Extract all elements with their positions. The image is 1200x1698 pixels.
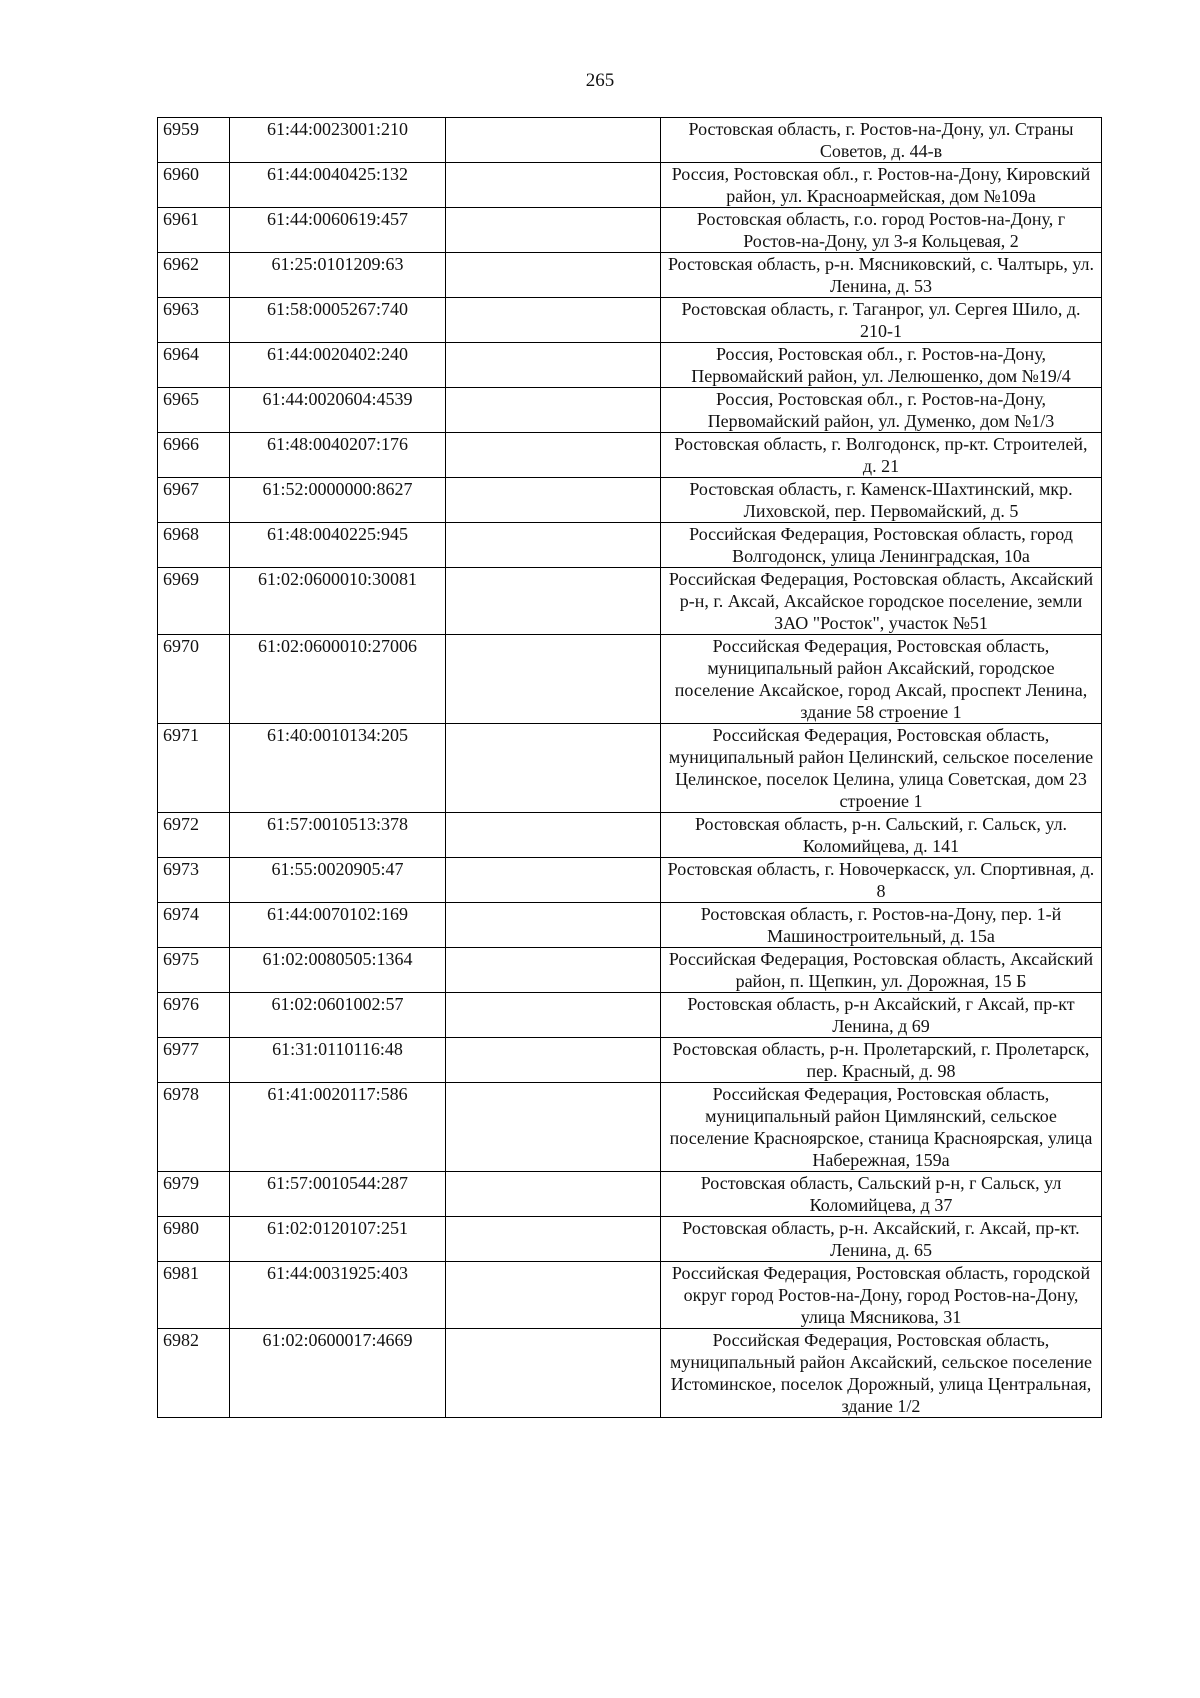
empty-cell (446, 903, 661, 948)
address-cell: Российская Федерация, Ростовская область, Аксайский район, п. Щепкин, ул. Дорожная, 15 Б (661, 948, 1102, 993)
empty-cell (446, 1172, 661, 1217)
table-row (158, 388, 1102, 433)
empty-cell (446, 1038, 661, 1083)
table-row (158, 568, 1102, 635)
row-number-cell: 6972 (158, 813, 230, 858)
cadastral-number-cell: 61:02:0600010:30081 (230, 568, 446, 635)
address-cell: Россия, Ростовская обл., г. Ростов-на-Дону, Первомайский район, ул. Лелюшенко, дом №19/4 (661, 343, 1102, 388)
row-number-cell: 6968 (158, 523, 230, 568)
cadastral-number-cell: 61:02:0601002:57 (230, 993, 446, 1038)
cadastral-number-cell: 61:57:0010544:287 (230, 1172, 446, 1217)
row-number-cell: 6979 (158, 1172, 230, 1217)
empty-cell (446, 1217, 661, 1262)
cadastral-number-cell: 61:44:0060619:457 (230, 208, 446, 253)
empty-cell (446, 388, 661, 433)
cadastral-number-cell: 61:31:0110116:48 (230, 1038, 446, 1083)
address-cell: Российская Федерация, Ростовская область, муниципальный район Аксайский, городское поселение Аксайское, город Аксай, проспект Ленина, здание 58 строение 1 (661, 635, 1102, 724)
empty-cell (446, 118, 661, 163)
table-row (158, 118, 1102, 163)
empty-cell (446, 478, 661, 523)
table-row (158, 478, 1102, 523)
address-cell: Ростовская область, р-н. Сальский, г. Сальск, ул. Коломийцева, д. 141 (661, 813, 1102, 858)
empty-cell (446, 568, 661, 635)
cadastral-number-cell: 61:02:0600010:27006 (230, 635, 446, 724)
row-number-cell: 6959 (158, 118, 230, 163)
cadastral-number-cell: 61:48:0040207:176 (230, 433, 446, 478)
empty-cell (446, 813, 661, 858)
address-cell: Ростовская область, Сальский р-н, г Сальск, ул Коломийцева, д 37 (661, 1172, 1102, 1217)
address-cell: Ростовская область, г. Таганрог, ул. Сергея Шило, д. 210-1 (661, 298, 1102, 343)
cadastral-number-cell: 61:44:0031925:403 (230, 1262, 446, 1329)
address-cell: Российская Федерация, Ростовская область, муниципальный район Целинский, сельское поселение Целинское, поселок Целина, улица Советская, дом 23 строение 1 (661, 724, 1102, 813)
row-number-cell: 6971 (158, 724, 230, 813)
row-number-cell: 6970 (158, 635, 230, 724)
row-number-cell: 6967 (158, 478, 230, 523)
address-cell: Ростовская область, р-н. Мясниковский, с. Чалтырь, ул. Ленина, д. 53 (661, 253, 1102, 298)
table-row (158, 208, 1102, 253)
empty-cell (446, 208, 661, 253)
empty-cell (446, 163, 661, 208)
table-row (158, 948, 1102, 993)
cadastral-number-cell: 61:58:0005267:740 (230, 298, 446, 343)
cadastral-number-cell: 61:02:0600017:4669 (230, 1329, 446, 1418)
row-number-cell: 6982 (158, 1329, 230, 1418)
table-row (158, 1172, 1102, 1217)
table-row (158, 343, 1102, 388)
table-row (158, 903, 1102, 948)
row-number-cell: 6974 (158, 903, 230, 948)
empty-cell (446, 993, 661, 1038)
row-number-cell: 6963 (158, 298, 230, 343)
table-row (158, 724, 1102, 813)
table-row (158, 993, 1102, 1038)
cadastral-number-cell: 61:41:0020117:586 (230, 1083, 446, 1172)
empty-cell (446, 1083, 661, 1172)
row-number-cell: 6969 (158, 568, 230, 635)
address-cell: Российская Федерация, Ростовская область, Аксайский р-н, г. Аксай, Аксайское городское поселение, земли ЗАО "Росток", участок №51 (661, 568, 1102, 635)
table-row (158, 253, 1102, 298)
address-cell: Ростовская область, г. Каменск-Шахтинский, мкр. Лиховской, пер. Первомайский, д. 5 (661, 478, 1102, 523)
address-cell: Ростовская область, г. Новочеркасск, ул. Спортивная, д. 8 (661, 858, 1102, 903)
table-row (158, 1083, 1102, 1172)
row-number-cell: 6975 (158, 948, 230, 993)
address-cell: Ростовская область, г.о. город Ростов-на-Дону, г Ростов-на-Дону, ул 3-я Кольцевая, 2 (661, 208, 1102, 253)
address-cell: Ростовская область, г. Ростов-на-Дону, ул. Страны Советов, д. 44-в (661, 118, 1102, 163)
row-number-cell: 6964 (158, 343, 230, 388)
row-number-cell: 6962 (158, 253, 230, 298)
cadastral-number-cell: 61:44:0020604:4539 (230, 388, 446, 433)
row-number-cell: 6966 (158, 433, 230, 478)
table-row (158, 523, 1102, 568)
cadastral-number-cell: 61:40:0010134:205 (230, 724, 446, 813)
cadastral-number-cell: 61:57:0010513:378 (230, 813, 446, 858)
cadastral-number-cell: 61:55:0020905:47 (230, 858, 446, 903)
empty-cell (446, 253, 661, 298)
table-row (158, 163, 1102, 208)
address-cell: Российская Федерация, Ростовская область, муниципальный район Аксайский, сельское поселение Истоминское, поселок Дорожный, улица Центральная, здание 1/2 (661, 1329, 1102, 1418)
address-cell: Ростовская область, р-н Аксайский, г Аксай, пр-кт Ленина, д 69 (661, 993, 1102, 1038)
address-cell: Ростовская область, г. Ростов-на-Дону, пер. 1-й Машиностроительный, д. 15а (661, 903, 1102, 948)
table-row (158, 635, 1102, 724)
empty-cell (446, 523, 661, 568)
cadastral-number-cell: 61:52:0000000:8627 (230, 478, 446, 523)
registry-table-body (158, 118, 1102, 1418)
table-row (158, 298, 1102, 343)
row-number-cell: 6980 (158, 1217, 230, 1262)
cadastral-number-cell: 61:44:0070102:169 (230, 903, 446, 948)
row-number-cell: 6973 (158, 858, 230, 903)
address-cell: Россия, Ростовская обл., г. Ростов-на-Дону, Кировский район, ул. Красноармейская, дом №109а (661, 163, 1102, 208)
address-cell: Российская Федерация, Ростовская область, муниципальный район Цимлянский, сельское поселение Красноярское, станица Красноярская, улица Набережная, 159а (661, 1083, 1102, 1172)
empty-cell (446, 635, 661, 724)
cadastral-number-cell: 61:44:0020402:240 (230, 343, 446, 388)
row-number-cell: 6981 (158, 1262, 230, 1329)
table-row (158, 858, 1102, 903)
page-number: 265 (585, 70, 615, 91)
empty-cell (446, 343, 661, 388)
cadastral-number-cell: 61:44:0023001:210 (230, 118, 446, 163)
empty-cell (446, 858, 661, 903)
table-row (158, 1262, 1102, 1329)
registry-table (157, 117, 1102, 1418)
row-number-cell: 6976 (158, 993, 230, 1038)
cadastral-number-cell: 61:02:0120107:251 (230, 1217, 446, 1262)
empty-cell (446, 724, 661, 813)
table-row (158, 1217, 1102, 1262)
table-row (158, 433, 1102, 478)
empty-cell (446, 1329, 661, 1418)
address-cell: Россия, Ростовская обл., г. Ростов-на-Дону, Первомайский район, ул. Думенко, дом №1/3 (661, 388, 1102, 433)
cadastral-number-cell: 61:48:0040225:945 (230, 523, 446, 568)
empty-cell (446, 433, 661, 478)
address-cell: Российская Федерация, Ростовская область, городской округ город Ростов-на-Дону, город Ростов-на-Дону, улица Мясникова, 31 (661, 1262, 1102, 1329)
row-number-cell: 6978 (158, 1083, 230, 1172)
empty-cell (446, 1262, 661, 1329)
row-number-cell: 6977 (158, 1038, 230, 1083)
table-row (158, 1329, 1102, 1418)
address-cell: Ростовская область, р-н. Аксайский, г. Аксай, пр-кт. Ленина, д. 65 (661, 1217, 1102, 1262)
row-number-cell: 6961 (158, 208, 230, 253)
cadastral-number-cell: 61:25:0101209:63 (230, 253, 446, 298)
table-row (158, 1038, 1102, 1083)
cadastral-number-cell: 61:02:0080505:1364 (230, 948, 446, 993)
row-number-cell: 6965 (158, 388, 230, 433)
address-cell: Ростовская область, р-н. Пролетарский, г. Пролетарск, пер. Красный, д. 98 (661, 1038, 1102, 1083)
empty-cell (446, 948, 661, 993)
address-cell: Российская Федерация, Ростовская область, город Волгодонск, улица Ленинградская, 10а (661, 523, 1102, 568)
empty-cell (446, 298, 661, 343)
table-row (158, 813, 1102, 858)
address-cell: Ростовская область, г. Волгодонск, пр-кт. Строителей, д. 21 (661, 433, 1102, 478)
cadastral-number-cell: 61:44:0040425:132 (230, 163, 446, 208)
row-number-cell: 6960 (158, 163, 230, 208)
